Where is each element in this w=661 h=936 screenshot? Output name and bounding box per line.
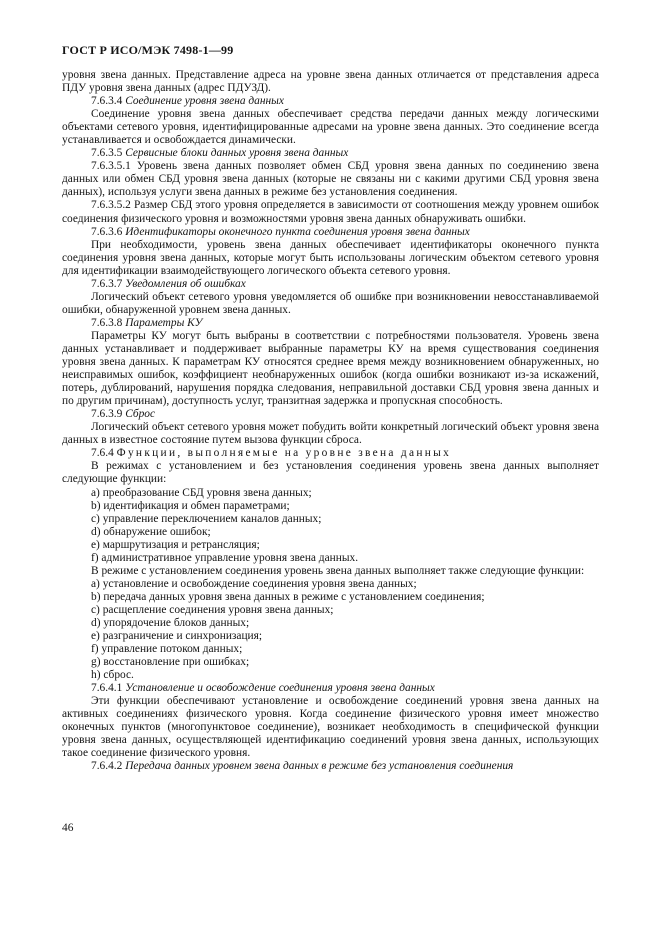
section-heading <box>62 317 599 330</box>
section-title: Соединение уровня звена данных <box>125 95 284 108</box>
section-heading <box>62 760 599 773</box>
paragraph: Логический объект сетевого уровня может побудить войти конкретный логический объект уровня звена данных в известное состояние путем вызова функции сброса. <box>62 421 599 447</box>
paragraph: Логический объект сетевого уровня уведомляется об ошибке при возникновении невосстанавливаемой ошибки, обнаруженной уровнем звена данных. <box>62 290 599 316</box>
document-header: ГОСТ Р ИСО/МЭК 7498-1—99 <box>62 43 234 57</box>
paragraph: Соединение уровня звена данных обеспечивает средства передачи данных между логическими объектами сетевого уровня, идентифицированные адресами на уровне звена данных. Это соединение всегда устанавливается и освобождается динамически. <box>62 108 599 147</box>
list-item: d) упорядочение блоков данных; <box>91 616 250 629</box>
page-content <box>62 69 599 774</box>
section-number: 7.6.3.6 <box>91 225 123 238</box>
section-title: Параметры КУ <box>125 316 203 329</box>
section-number: 7.6.3.4 <box>91 95 123 108</box>
list-item: e) разграничение и синхронизация; <box>91 630 263 643</box>
section-heading <box>62 95 599 108</box>
section-title: Функции, выполняемые на уровне звена данных <box>116 447 452 460</box>
section-number: 7.6.4 <box>91 447 114 460</box>
paragraph: Эти функции обеспечивают установление и освобождение соединений уровня звена данных на активных соединениях физического уровня. Когда соединение физического уровня имеет множество оконечных пунктов (многопунктовое соединение), возникает необходимость в специфической функции уровня звена данных, осуществляющей идентификацию соединений уровня звена данных, использующих такое соединение физического уровня. <box>62 695 599 760</box>
section-number: 7.6.3.8 <box>91 316 123 329</box>
paragraph: В режиме с установлением соединения уровень звена данных выполняет также следующие функции: <box>91 564 585 577</box>
paragraph: Параметры КУ могут быть выбраны в соответствии с потребностями пользователя. Уровень звена данных устанавливает и поддерживает выбранные параметры КУ на время существования соединения уровня звена данных. К параметрам КУ относятся среднее время между возникновением обнаруженных, но неисправимых ошибок, коэффициент необнаруженных ошибок (когда ошибки возникают из-за искажений, потерь, дублирований, нарушения порядка следования, неправильной доставки СБД уровня звена данных и по другим причинам), доступность услуг, транзитная задержка и пропускная способность. <box>62 329 599 408</box>
list-item: c) расщепление соединения уровня звена данных; <box>91 603 334 616</box>
list-item: f) управление потоком данных; <box>91 643 243 656</box>
section-number: 7.6.3.9 <box>91 408 123 421</box>
section-title: Передача данных уровнем звена данных в режиме без установления соединения <box>125 760 514 773</box>
list-item: a) преобразование СБД уровня звена данных; <box>91 486 312 499</box>
list-item: c) управление переключением каналов данных; <box>91 512 322 525</box>
paragraph: 7.6.3.5.2 Размер СБД этого уровня определяется в зависимости от соотношения между уровнем ошибок соединения физического уровня и возможностями уровня звена данных обнаруживать ошибки. <box>62 199 599 225</box>
section-title: Идентификаторы оконечного пункта соединения уровня звена данных <box>125 225 470 238</box>
section-heading <box>62 147 599 160</box>
section-heading <box>62 682 599 695</box>
section-title: Уведомления об ошибках <box>125 277 246 290</box>
list-item: a) установление и освобождение соединения уровня звена данных; <box>91 577 417 590</box>
list-item: d) обнаружение ошибок; <box>91 525 211 538</box>
section-heading <box>62 278 599 291</box>
list-item: b) идентификация и обмен параметрами; <box>91 499 290 512</box>
section-number: 7.6.3.5 <box>91 147 123 160</box>
section-number: 7.6.4.2 <box>91 760 123 773</box>
list-item: h) сброс. <box>91 669 134 682</box>
list-item: g) восстановление при ошибках; <box>91 656 250 669</box>
page-number: 46 <box>62 822 74 834</box>
section-title: Сброс <box>125 408 156 421</box>
section-heading <box>62 226 599 239</box>
list-item: b) передача данных уровня звена данных в режиме с установлением соединения; <box>91 590 485 603</box>
paragraph: 7.6.3.5.1 Уровень звена данных позволяет обмен СБД уровня звена данных по соединению звена данных или обмен СБД уровня звена данных (которые не связаны ни с какими другими СБД уровня звена данных), используя услуги звена данных в режиме без установления соединения. <box>62 160 599 199</box>
section-number: 7.6.4.1 <box>91 682 123 695</box>
paragraph: уровня звена данных. Представление адреса на уровне звена данных отличается от представления адреса ПДУ уровня звена данных (адрес ПДУЗД). <box>62 69 599 95</box>
paragraph: В режимах с установлением и без установления соединения уровень звена данных выполняет следующие функции: <box>62 460 599 486</box>
section-heading <box>62 447 599 460</box>
section-heading <box>62 408 599 421</box>
paragraph: При необходимости, уровень звена данных обеспечивает идентификаторы оконечного пункта соединения уровня звена данных, которые могут быть использованы логическим объектом сетевого уровня для идентификации взаимодействующего логического объекта сетевого уровня. <box>62 238 599 277</box>
list-item: f) административное управление уровня звена данных. <box>91 551 359 564</box>
section-title: Сервисные блоки данных уровня звена данных <box>125 147 349 160</box>
section-number: 7.6.3.7 <box>91 277 123 290</box>
section-title: Установление и освобождение соединения уровня звена данных <box>125 682 435 695</box>
list-item: e) маршрутизация и ретрансляция; <box>91 538 260 551</box>
